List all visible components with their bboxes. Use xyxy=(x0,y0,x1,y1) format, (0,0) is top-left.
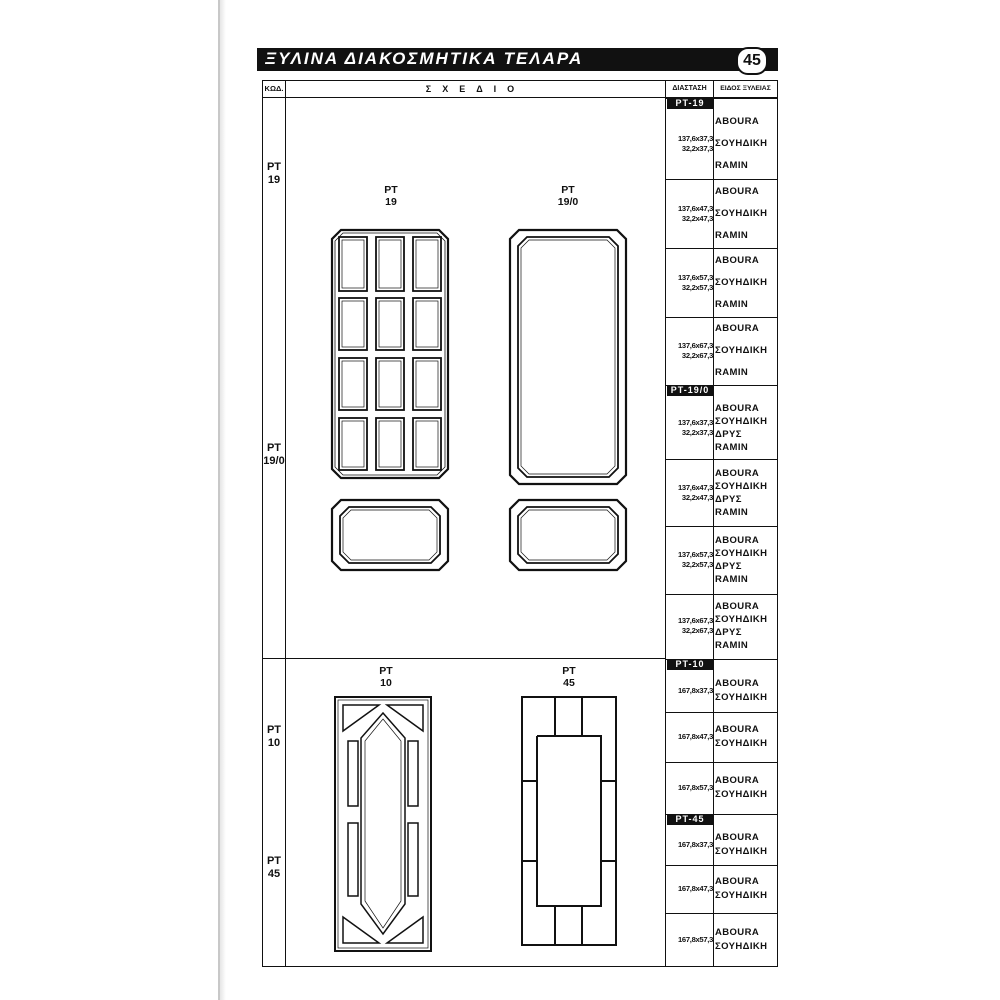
frame-pt19-0-main xyxy=(509,229,627,485)
dimension-cell xyxy=(665,418,713,438)
code-pt45: PT 45 xyxy=(266,855,282,880)
dimension-cell xyxy=(665,134,713,154)
row-divider xyxy=(665,712,777,713)
dimension-value: 32,2x47,3 xyxy=(681,492,713,502)
dimension-value: 32,2x37,3 xyxy=(681,427,713,437)
wood-type: ABOURA xyxy=(715,724,760,735)
section-tag: PT-19 xyxy=(667,98,713,109)
dimension-value: 137,6x47,3 xyxy=(677,203,713,213)
dimension-value: 137,6x67,3 xyxy=(677,616,713,625)
page-edge-shade xyxy=(220,0,226,1000)
wood-type: ABOURA xyxy=(715,254,760,266)
dimension-cell xyxy=(665,935,713,945)
frame-pt10 xyxy=(334,696,432,952)
dimension-cell xyxy=(665,783,713,793)
dimension-value: 32,2x67,3 xyxy=(681,626,713,635)
code-pt19-0: PT 19/0 xyxy=(263,442,285,467)
wood-type-cell xyxy=(715,926,777,954)
wood-type: ΣΟΥΗΔΙΚΗ xyxy=(715,614,768,625)
wood-type: ABOURA xyxy=(715,775,760,786)
wood-type: ΣΟΥΗΔΙΚΗ xyxy=(715,138,768,149)
dimension-value: 167,8x47,3 xyxy=(677,732,713,741)
dimension-value: 167,8x57,3 xyxy=(677,934,713,944)
section-divider xyxy=(665,98,777,99)
wood-type: ABOURA xyxy=(715,876,760,887)
dimension-value: 167,8x47,3 xyxy=(677,884,713,893)
drawing-label-pt45: PT 45 xyxy=(562,665,576,689)
wood-type-cell xyxy=(715,250,777,316)
wood-type: ABOURA xyxy=(715,402,760,414)
wood-type: ABOURA xyxy=(715,601,760,612)
dimension-cell xyxy=(665,273,713,293)
row-divider xyxy=(665,762,777,763)
header-dimension: ΔΙΑΣΤΑΣΗ xyxy=(672,85,707,92)
section-divider xyxy=(665,659,777,660)
wood-type: RAMIN xyxy=(715,160,749,171)
wood-type: ABOURA xyxy=(715,185,760,197)
wood-type: ABOURA xyxy=(715,535,760,546)
wood-type: ΣΟΥΗΔΙΚΗ xyxy=(715,480,768,492)
section-tag: PT-19/0 xyxy=(667,385,713,396)
wood-type-cell xyxy=(715,467,777,519)
dimension-cell xyxy=(665,483,713,503)
frame-pt45 xyxy=(521,696,617,946)
wood-type: ΣΟΥΗΔΙΚΗ xyxy=(715,789,768,800)
wood-type-cell xyxy=(715,600,777,652)
catalog-table xyxy=(262,80,778,967)
row-divider xyxy=(665,594,777,595)
wood-type: RAMIN xyxy=(715,229,749,241)
code-pt10: PT 10 xyxy=(266,724,282,749)
wood-type: RAMIN xyxy=(715,367,749,378)
dimension-cell xyxy=(665,341,713,361)
frame-pt19-small xyxy=(331,499,449,571)
wood-type-cell xyxy=(715,181,777,247)
drawing-label-pt19-0: PT 19/0 xyxy=(557,184,579,208)
wood-type: RAMIN xyxy=(715,506,749,518)
wood-type: ΣΟΥΗΔΙΚΗ xyxy=(715,846,768,857)
dimension-value: 32,2x37,3 xyxy=(681,144,713,153)
dimension-value: 32,2x47,3 xyxy=(681,213,713,223)
frame-pt19-main xyxy=(331,229,449,479)
wood-type: ΔΡΥΣ xyxy=(715,561,742,572)
dimension-value: 137,6x57,3 xyxy=(677,550,713,559)
dimension-cell xyxy=(665,550,713,570)
wood-type: ABOURA xyxy=(715,832,760,843)
drawing-label-pt19: PT 19 xyxy=(384,184,398,208)
dimension-value: 137,6x37,3 xyxy=(677,417,713,427)
dimension-cell xyxy=(665,616,713,636)
header-design: ΣΧΕΔΙΟ xyxy=(425,84,526,94)
section-tag: PT-45 xyxy=(667,814,713,825)
wood-type: ABOURA xyxy=(715,467,760,479)
wood-type-cell xyxy=(715,111,777,177)
dimension-value: 167,8x37,3 xyxy=(677,686,713,695)
dimension-value: 167,8x57,3 xyxy=(677,783,713,792)
dimension-cell xyxy=(665,840,713,850)
wood-type: ΣΟΥΗΔΙΚΗ xyxy=(715,276,768,288)
wood-type: ΣΟΥΗΔΙΚΗ xyxy=(715,692,768,703)
wood-type-cell xyxy=(715,723,777,751)
dimension-value: 137,6x37,3 xyxy=(677,134,713,143)
dimension-cell xyxy=(665,204,713,224)
dimension-value: 137,6x47,3 xyxy=(677,482,713,492)
dimension-value: 32,2x57,3 xyxy=(681,560,713,569)
wood-type-cell xyxy=(715,875,777,903)
dimension-cell xyxy=(665,884,713,894)
wood-type: ABOURA xyxy=(715,678,760,689)
frame-pt19-0-small xyxy=(509,499,627,571)
wood-type: ΔΡΥΣ xyxy=(715,493,742,505)
group-divider xyxy=(263,658,665,659)
header-wood-type: ΕΙΔΟΣ ΞΥΛΕΙΑΣ xyxy=(720,85,771,92)
wood-type: ABOURA xyxy=(715,116,760,127)
wood-type-cell xyxy=(715,402,777,454)
row-divider xyxy=(665,526,777,527)
dimension-value: 167,8x37,3 xyxy=(677,840,713,849)
wood-type: ABOURA xyxy=(715,323,760,334)
dimension-value: 137,6x67,3 xyxy=(677,341,713,350)
wood-type: ΣΟΥΗΔΙΚΗ xyxy=(715,207,768,219)
wood-type: ABOURA xyxy=(715,926,760,938)
wood-type: RAMIN xyxy=(715,574,749,585)
dimension-value: 137,6x57,3 xyxy=(677,272,713,282)
wood-type-cell xyxy=(715,677,777,705)
section-tag: PT-10 xyxy=(667,659,713,670)
drawing-label-pt10: PT 10 xyxy=(379,665,393,689)
title-bar xyxy=(257,48,778,71)
page-number: 45 xyxy=(736,47,768,75)
wood-type-cell xyxy=(715,774,777,802)
header-code: ΚΩΔ. xyxy=(264,84,284,93)
wood-type-cell xyxy=(715,534,777,586)
col-divider-code xyxy=(285,81,286,966)
wood-type: RAMIN xyxy=(715,640,749,651)
wood-type-cell xyxy=(715,318,777,384)
row-divider xyxy=(665,865,777,866)
page-title: ΞΥΛΙΝΑ ΔΙΑΚΟΣΜΗΤΙΚΑ ΤΕΛΑΡΑ xyxy=(265,49,584,68)
wood-type: ΣΟΥΗΔΙΚΗ xyxy=(715,890,768,901)
wood-type: ΣΟΥΗΔΙΚΗ xyxy=(715,345,768,356)
dimension-value: 32,2x67,3 xyxy=(681,351,713,360)
dimension-cell xyxy=(665,732,713,742)
row-divider xyxy=(665,459,777,460)
code-pt19: PT 19 xyxy=(266,161,282,186)
wood-type: ΣΟΥΗΔΙΚΗ xyxy=(715,738,768,749)
wood-type: ΣΟΥΗΔΙΚΗ xyxy=(715,415,768,427)
dimension-value: 32,2x57,3 xyxy=(681,282,713,292)
wood-type: ΣΟΥΗΔΙΚΗ xyxy=(715,940,768,952)
row-divider xyxy=(665,913,777,914)
wood-type: ΔΡΥΣ xyxy=(715,627,742,638)
wood-type: ΣΟΥΗΔΙΚΗ xyxy=(715,548,768,559)
section-divider xyxy=(665,814,777,815)
col-divider-dimension xyxy=(713,81,714,966)
wood-type: RAMIN xyxy=(715,298,749,310)
section-divider xyxy=(665,385,777,386)
wood-type-cell xyxy=(715,831,777,859)
dimension-cell xyxy=(665,686,713,696)
wood-type: ΔΡΥΣ xyxy=(715,428,742,440)
wood-type: RAMIN xyxy=(715,441,749,453)
